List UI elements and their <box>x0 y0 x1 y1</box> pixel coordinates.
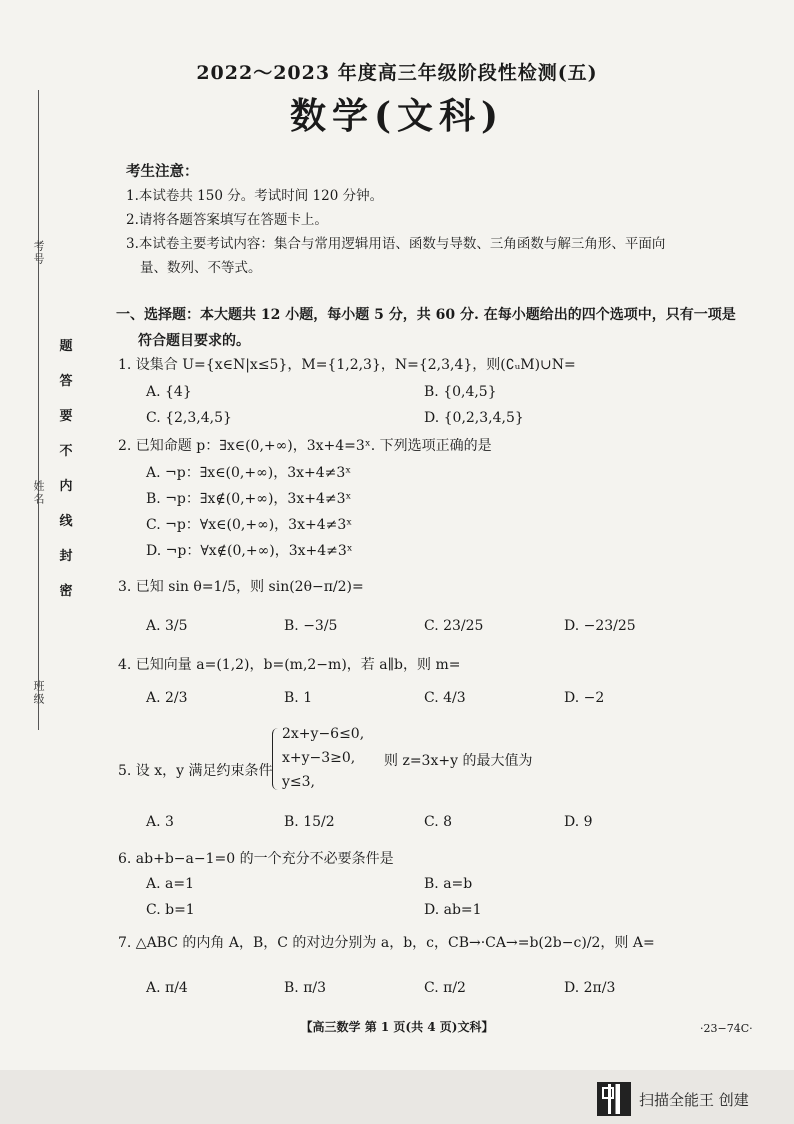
q5-option-d: D. 9 <box>564 814 593 830</box>
q2-option-c: C. ¬p：∀x∈(0,+∞)，3x+4≠3ˣ <box>146 517 353 533</box>
constraint-3: y≤3, <box>282 774 315 790</box>
seal-char: 题 <box>59 339 73 354</box>
exam-no-label: 考号 <box>32 240 45 266</box>
q3-option-a: A. 3/5 <box>146 618 188 634</box>
q4-option-d: D. −2 <box>564 690 605 706</box>
q7-option-a: A. π/4 <box>146 980 188 996</box>
q3-option-c: C. 23/25 <box>424 618 484 634</box>
notice-item: 1.本试卷共 150 分。考试时间 120 分钟。 <box>126 188 384 204</box>
q4-option-a: A. 2/3 <box>146 690 188 706</box>
q7-option-c: C. π/2 <box>424 980 466 996</box>
q3-option-b: B. −3/5 <box>284 618 338 634</box>
class-label: 班级 <box>32 680 45 706</box>
seal-char: 线 <box>59 514 73 529</box>
qr-code-icon <box>597 1082 631 1116</box>
q7-option-d: D. 2π/3 <box>564 980 616 996</box>
question-5-stem: 5. 设 x，y 满足约束条件 <box>118 763 273 779</box>
q4-option-b: B. 1 <box>284 690 313 706</box>
q1-option-c: C. {2,3,4,5} <box>146 410 232 426</box>
q6-option-d: D. ab=1 <box>424 902 482 918</box>
q1-option-b: B. {0,4,5} <box>424 384 497 400</box>
q6-option-b: B. a=b <box>424 876 473 892</box>
seal-char: 封 <box>59 549 73 564</box>
seal-char: 内 <box>59 479 73 494</box>
constraint-1: 2x+y−6≤0, <box>282 726 365 742</box>
seal-warning <box>58 340 74 620</box>
q2-option-d: D. ¬p：∀x∉(0,+∞)，3x+4≠3ˣ <box>146 543 353 559</box>
candidate-notice <box>126 160 746 280</box>
q2-option-a: A. ¬p：∃x∈(0,+∞)，3x+4≠3ˣ <box>146 465 352 481</box>
section-line: 符合题目要求的。 <box>138 333 250 349</box>
q1-option-d: D. {0,2,3,4,5} <box>424 410 524 426</box>
exam-title: 2022～2023 年度高三年级阶段性检测(五) <box>196 62 598 84</box>
q7-option-b: B. π/3 <box>284 980 327 996</box>
q4-option-c: C. 4/3 <box>424 690 466 706</box>
seal-char: 不 <box>59 444 73 459</box>
binding-line <box>38 90 39 730</box>
q5-option-c: C. 8 <box>424 814 453 830</box>
notice-item: 量、数列、不等式。 <box>140 260 262 276</box>
question-2-stem: 2. 已知命题 p：∃x∈(0,+∞)，3x+4=3ˣ. 下列选项正确的是 <box>118 438 492 454</box>
notice-item: 3.本试卷主要考试内容：集合与常用逻辑用语、函数与导数、三角函数与解三角形、平面向 <box>126 236 666 252</box>
seal-char: 要 <box>59 409 73 424</box>
constraint-2: x+y−3≥0, <box>282 750 356 766</box>
paper-code: ·23−74C· <box>700 1022 753 1035</box>
q5-option-a: A. 3 <box>146 814 174 830</box>
notice-item: 2.请将各题答案填写在答题卡上。 <box>126 212 328 228</box>
q6-option-a: A. a=1 <box>146 876 194 892</box>
section-heading <box>116 302 756 354</box>
question-3-stem: 3. 已知 sin θ=1/5，则 sin(2θ−π/2)= <box>118 579 364 595</box>
question-6-stem: 6. ab+b−a−1=0 的一个充分不必要条件是 <box>118 851 394 867</box>
q2-option-b: B. ¬p：∃x∉(0,+∞)，3x+4≠3ˣ <box>146 491 352 507</box>
section-line: 一、选择题：本大题共 12 小题，每小题 5 分，共 60 分. 在每小题给出的四个选项中，只有一项是 <box>116 307 736 323</box>
question-4-stem: 4. 已知向量 a=(1,2)，b=(m,2−m)，若 a∥b，则 m= <box>118 657 461 673</box>
question-5-stem-tail: 则 z=3x+y 的最大值为 <box>384 753 533 769</box>
q3-option-d: D. −23/25 <box>564 618 636 634</box>
watermark-text: 扫描全能王 创建 <box>639 1090 749 1109</box>
seal-char: 密 <box>59 584 73 599</box>
seal-char: 答 <box>59 374 73 389</box>
scanner-watermark <box>597 1082 749 1116</box>
question-1-stem: 1. 设集合 U={x∈N|x≤5}，M={1,2,3}，N={2,3,4}，则(∁ᵤM)∪N= <box>118 357 576 373</box>
page-footer: 【高三数学 第 1 页(共 4 页)文科】 <box>300 1020 494 1034</box>
binding-margin <box>0 0 80 1070</box>
q1-option-a: A. {4} <box>146 384 192 400</box>
subject-title: 数学(文科) <box>289 95 505 137</box>
notice-heading: 考生注意： <box>126 163 199 180</box>
q5-option-b: B. 15/2 <box>284 814 335 830</box>
q6-option-c: C. b=1 <box>146 902 195 918</box>
question-7-stem: 7. △ABC 的内角 A，B，C 的对边分别为 a，b，c，CB→·CA→=b(2b−c)/2，则 A= <box>118 935 655 951</box>
name-label: 姓名 <box>32 480 45 506</box>
